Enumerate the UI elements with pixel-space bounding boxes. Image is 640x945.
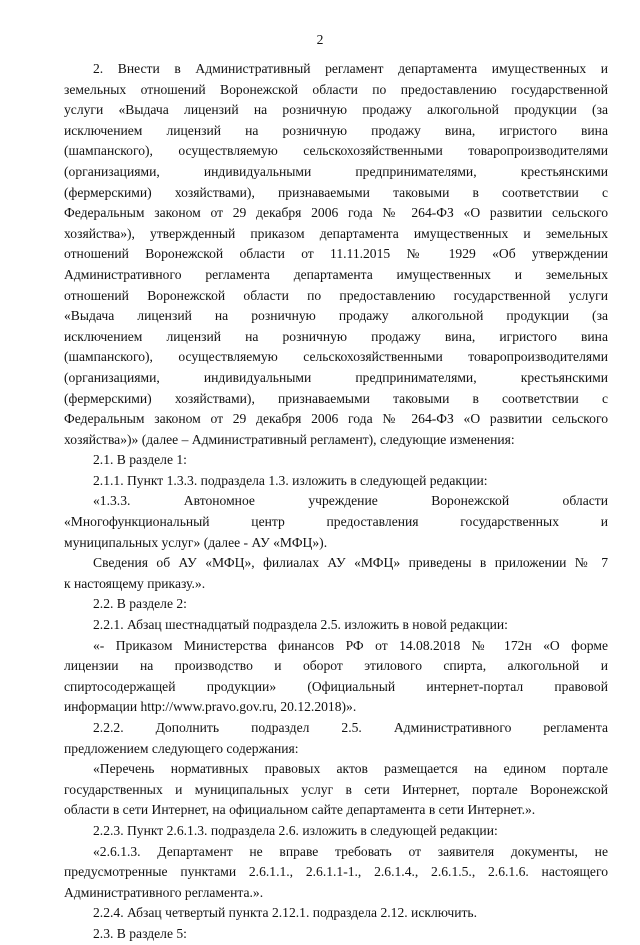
text-line: Административного регламента.».	[64, 884, 264, 900]
text-line: спиртосодержащей продукции» (Официальный интернет-портал правовой	[64, 678, 608, 694]
page-number: 2	[316, 32, 324, 47]
text-line: государственных и муниципальных услуг в сети Интернет, портале Воронежской	[64, 781, 608, 797]
text-line: 2.2. В разделе 2:	[93, 596, 187, 612]
text-line: Сведения об АУ «МФЦ», филиалах АУ «МФЦ» приведены в приложении № 7	[93, 555, 608, 571]
text-line: Федеральным законом от 29 декабря 2006 года № 264-ФЗ «О развитии сельского	[64, 205, 608, 221]
text-line: «Многофункциональный центр предоставления государственных и	[64, 514, 608, 530]
text-line: информации http://www.pravo.gov.ru, 20.12.2018)».	[64, 699, 357, 715]
text-line: 2.2.2. Дополнить подраздел 2.5. Административного регламента	[93, 720, 608, 735]
text-line: отношений Воронежской области от 11.11.2015 № 1929 «Об утверждении	[64, 246, 608, 262]
text-line: 2.2.3. Пункт 2.6.1.3. подраздела 2.6. изложить в следующей редакции:	[93, 822, 498, 838]
text-line: исключением лицензий на розничную продажу вина, игристого вина	[64, 122, 608, 138]
text-line: 2.2.1. Абзац шестнадцатый подраздела 2.5. изложить в новой редакции:	[93, 617, 508, 633]
text-line: 2.2.4. Абзац четвертый пункта 2.12.1. подраздела 2.12. исключить.	[93, 905, 478, 921]
text-line: 2.1. В разделе 1:	[93, 452, 187, 468]
text-line: (шампанского), осуществляемую сельскохозяйственными товаропроизводителями	[64, 143, 608, 159]
text-line: 2. Внести в Административный регламент департамента имущественных и	[93, 61, 608, 76]
text-line: (организациями, индивидуальными предпринимателями, крестьянскими	[64, 163, 608, 179]
document-body	[64, 59, 608, 945]
text-line: предложением следующего содержания:	[64, 740, 299, 756]
text-line: к настоящему приказу.».	[64, 575, 206, 591]
text-line: муниципальных услуг» (далее - АУ «МФЦ»).	[64, 534, 328, 550]
text-line: услуги «Выдача лицензий на розничную продажу алкогольной продукции (за	[64, 102, 608, 118]
text-line: отношений Воронежской области по предоставлению государственной услуги	[64, 287, 608, 303]
text-line: «Перечень нормативных правовых актов размещается на едином портале	[93, 761, 608, 777]
text-line: области в сети Интернет, на официальном сайте департамента в сети Интернет.».	[64, 802, 536, 818]
text-line: земельных отношений Воронежской области по предоставлению государственной	[64, 81, 608, 97]
text-line: (шампанского), осуществляемую сельскохозяйственными товаропроизводителями	[64, 349, 608, 365]
text-line: предусмотренные пунктами 2.6.1.1., 2.6.1.1-1., 2.6.1.4., 2.6.1.5., 2.6.1.6. настоящего	[64, 864, 608, 880]
text-line: «- Приказом Министерства финансов РФ от 14.08.2018 № 172н «О форме	[93, 637, 608, 653]
text-line: лицензии на производство и оборот этилового спирта, алкогольной и	[64, 658, 608, 674]
text-line: исключением лицензий на розничную продажу вина, игристого вина	[64, 328, 608, 344]
text-line: 2.1.1. Пункт 1.3.3. подраздела 1.3. изложить в следующей редакции:	[93, 472, 488, 488]
text-line: (фермерскими) хозяйствами), признаваемыми таковыми в соответствии с	[64, 184, 608, 200]
text-line: (организациями, индивидуальными предпринимателями, крестьянскими	[64, 369, 608, 385]
text-line: «Выдача лицензий на розничную продажу алкогольной продукции (за	[64, 308, 608, 324]
text-line: 2.3. В разделе 5:	[93, 925, 187, 941]
text-line: «2.6.1.3. Департамент не вправе требовать от заявителя документы, не	[93, 843, 608, 859]
text-line: Федеральным законом от 29 декабря 2006 года № 264-ФЗ «О развитии сельского	[64, 411, 608, 427]
text-line: «1.3.3. Автономное учреждение Воронежской области	[93, 493, 608, 509]
text-line: хозяйства»)» (далее – Административный регламент), следующие изменения:	[64, 431, 515, 447]
text-line: (фермерскими) хозяйствами), признаваемыми таковыми в соответствии с	[64, 390, 608, 406]
text-line: Административного регламента департамента имущественных и земельных	[64, 266, 608, 282]
text-line: хозяйства»), утвержденный приказом департамента имущественных и земельных	[64, 225, 608, 241]
